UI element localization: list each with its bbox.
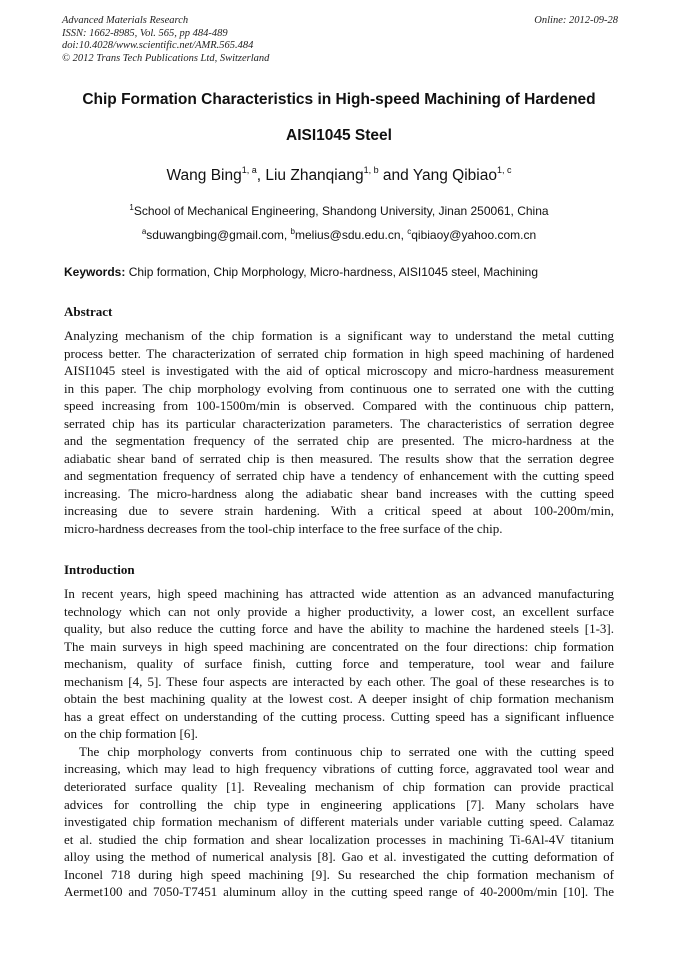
text-line: and segmentation frequency of serrated chip have a tendency of enhancement with the cutting speed xyxy=(64,468,614,484)
text-line: In recent years, high speed machining has attracted wide attention as an advanced manufacturing xyxy=(64,586,614,601)
text-line: on the chip formation [6]. xyxy=(64,726,198,742)
text-line: technology which can not only provide a higher productivity, a lower cost, an excellent surface xyxy=(64,603,614,619)
journal-name: Advanced Materials Research xyxy=(62,15,189,26)
text-line: speed increasing from 100-1500m/min is observed. Compared with the continuous chip pattern, xyxy=(64,398,614,414)
paper-title-line-1: Chip Formation Characteristics in High-speed Machining of Hardened xyxy=(82,91,596,108)
text-line: deteriorated surface quality [1]. Revealing mechanism of chip formation can provide practical xyxy=(64,779,614,795)
paper-title-line-2: AISI1045 Steel xyxy=(286,127,392,144)
affiliation-mark: 1 xyxy=(129,203,134,212)
text-line: The chip morphology converts from continuous chip to serrated one with the cutting speed xyxy=(79,743,614,759)
text-line: Analyzing mechanism of the chip formation is a significant way to understand the metal cutting xyxy=(64,328,614,343)
keywords-text: Chip formation, Chip Morphology, Micro-hardness, AISI1045 steel, Machining xyxy=(125,265,539,279)
author-name: Yang Qibiao xyxy=(412,167,497,184)
text-line: Inconel 718 during high speed machining [9]. Su researched the chip formation mechanism of xyxy=(64,866,614,882)
text-line: adiabatic shear band of serrated chip is then measured. The results show that the serration degree xyxy=(64,450,614,466)
text-line: advices for controlling the chip type in engineering applications [7]. Many scholars have xyxy=(64,796,614,812)
abstract-heading: Abstract xyxy=(64,304,113,319)
email-mark: c xyxy=(407,227,412,236)
text-line: obtain the best machining quality at the lowest cost. A deeper insight of chip formation mechanism xyxy=(64,691,614,707)
text-line: The main surveys in high speed machining are concentrated on the four directions: chip formation xyxy=(64,638,614,654)
text-line: et al. studied the chip formation and shear localization processes in machining Ti-6Al-4V titanium xyxy=(64,831,614,847)
text-line: alloy using the method of numerical analysis [8]. Gao et al. investigated the cutting deformation of xyxy=(64,849,614,865)
text-line: and the segmentation frequency of the serrated chip are presented. The micro-hardness at the xyxy=(64,433,614,449)
text-line: micro-hardness decreases from the tool-chip interface to the free surface of the chip. xyxy=(64,521,503,537)
author-affiliation-mark: 1, c xyxy=(497,165,512,175)
author-separator: , xyxy=(256,167,266,184)
journal-header xyxy=(62,15,618,65)
text-line: serrated chip has its particular characterization parameters. The characteristics of serration degree xyxy=(64,415,614,431)
journal-issn: ISSN: 1662-8985, Vol. 565, pp 484-489 xyxy=(62,27,228,39)
author-conjunction: and xyxy=(378,167,413,184)
author-affiliation-mark: 1, a xyxy=(241,165,257,175)
abstract-body xyxy=(64,327,614,538)
text-line: in this paper. The chip morphology evolving from continuous one to serrated one with the cutting xyxy=(64,380,614,396)
text-line: quality, but also reduce the cutting force and have the ability to machine the hardened steels [1-3]. xyxy=(64,621,614,637)
email-link[interactable]: melius@sdu.edu.cn, xyxy=(295,228,408,242)
email-link[interactable]: sduwangbing@gmail.com, xyxy=(146,228,291,242)
keywords xyxy=(64,265,620,280)
email-link[interactable]: qibiaoy@yahoo.com.cn xyxy=(411,228,537,242)
text-line: mechanism [4, 5]. These four aspects are interacted by each other. The goal of these researches is to xyxy=(64,673,614,689)
introduction-heading: Introduction xyxy=(64,562,135,577)
text-line: increasing. The micro-hardness along the adiabatic shear band increases with the cutting speed xyxy=(64,485,614,501)
email-mark: a xyxy=(141,227,147,236)
email-mark: b xyxy=(290,227,295,236)
keywords-label: Keywords: xyxy=(64,265,126,279)
text-line: has a great effect on understanding of the cutting process. Cutting speed has a significant influence xyxy=(64,708,614,724)
journal-copyright: © 2012 Trans Tech Publications Ltd, Switzerland xyxy=(62,52,270,64)
text-line: process better. The characterization of serrated chip formation in high speed machining of hardened xyxy=(64,345,614,361)
text-line: AISI1045 steel is investigated with the aid of optical microscopy and micro-hardness measurement xyxy=(64,363,614,379)
text-line: investigated chip formation mechanism of different materials under variable cutting speed. Calamaz xyxy=(64,814,614,830)
text-line: increasing, which may lead to high frequency vibrations of cutting force, aggravated tool wear and xyxy=(64,761,614,777)
text-line: mechanism, quality of surface finish, cutting force and temperature, tool wear and failure xyxy=(64,656,614,672)
introduction-body xyxy=(64,585,614,901)
author-name: Wang Bing xyxy=(166,167,242,184)
affiliation xyxy=(40,204,638,219)
text-line: increasing due to severe strain hardening. With a critical speed at about 100-200m/min, xyxy=(64,503,614,519)
online-date: Online: 2012-09-28 xyxy=(534,15,618,26)
author-affiliation-mark: 1, b xyxy=(363,165,379,175)
journal-doi: doi:10.4028/www.scientific.net/AMR.565.484 xyxy=(62,40,254,51)
author-list xyxy=(40,166,638,186)
author-name: Liu Zhanqiang xyxy=(265,167,364,184)
text-line: Aermet100 and 7050-T7451 aluminum alloy in the cutting speed range of 40-2000m/min [10]. The xyxy=(64,884,614,900)
affiliation-text: School of Mechanical Engineering, Shandong University, Jinan 250061, China xyxy=(133,204,549,218)
author-emails xyxy=(40,228,638,243)
